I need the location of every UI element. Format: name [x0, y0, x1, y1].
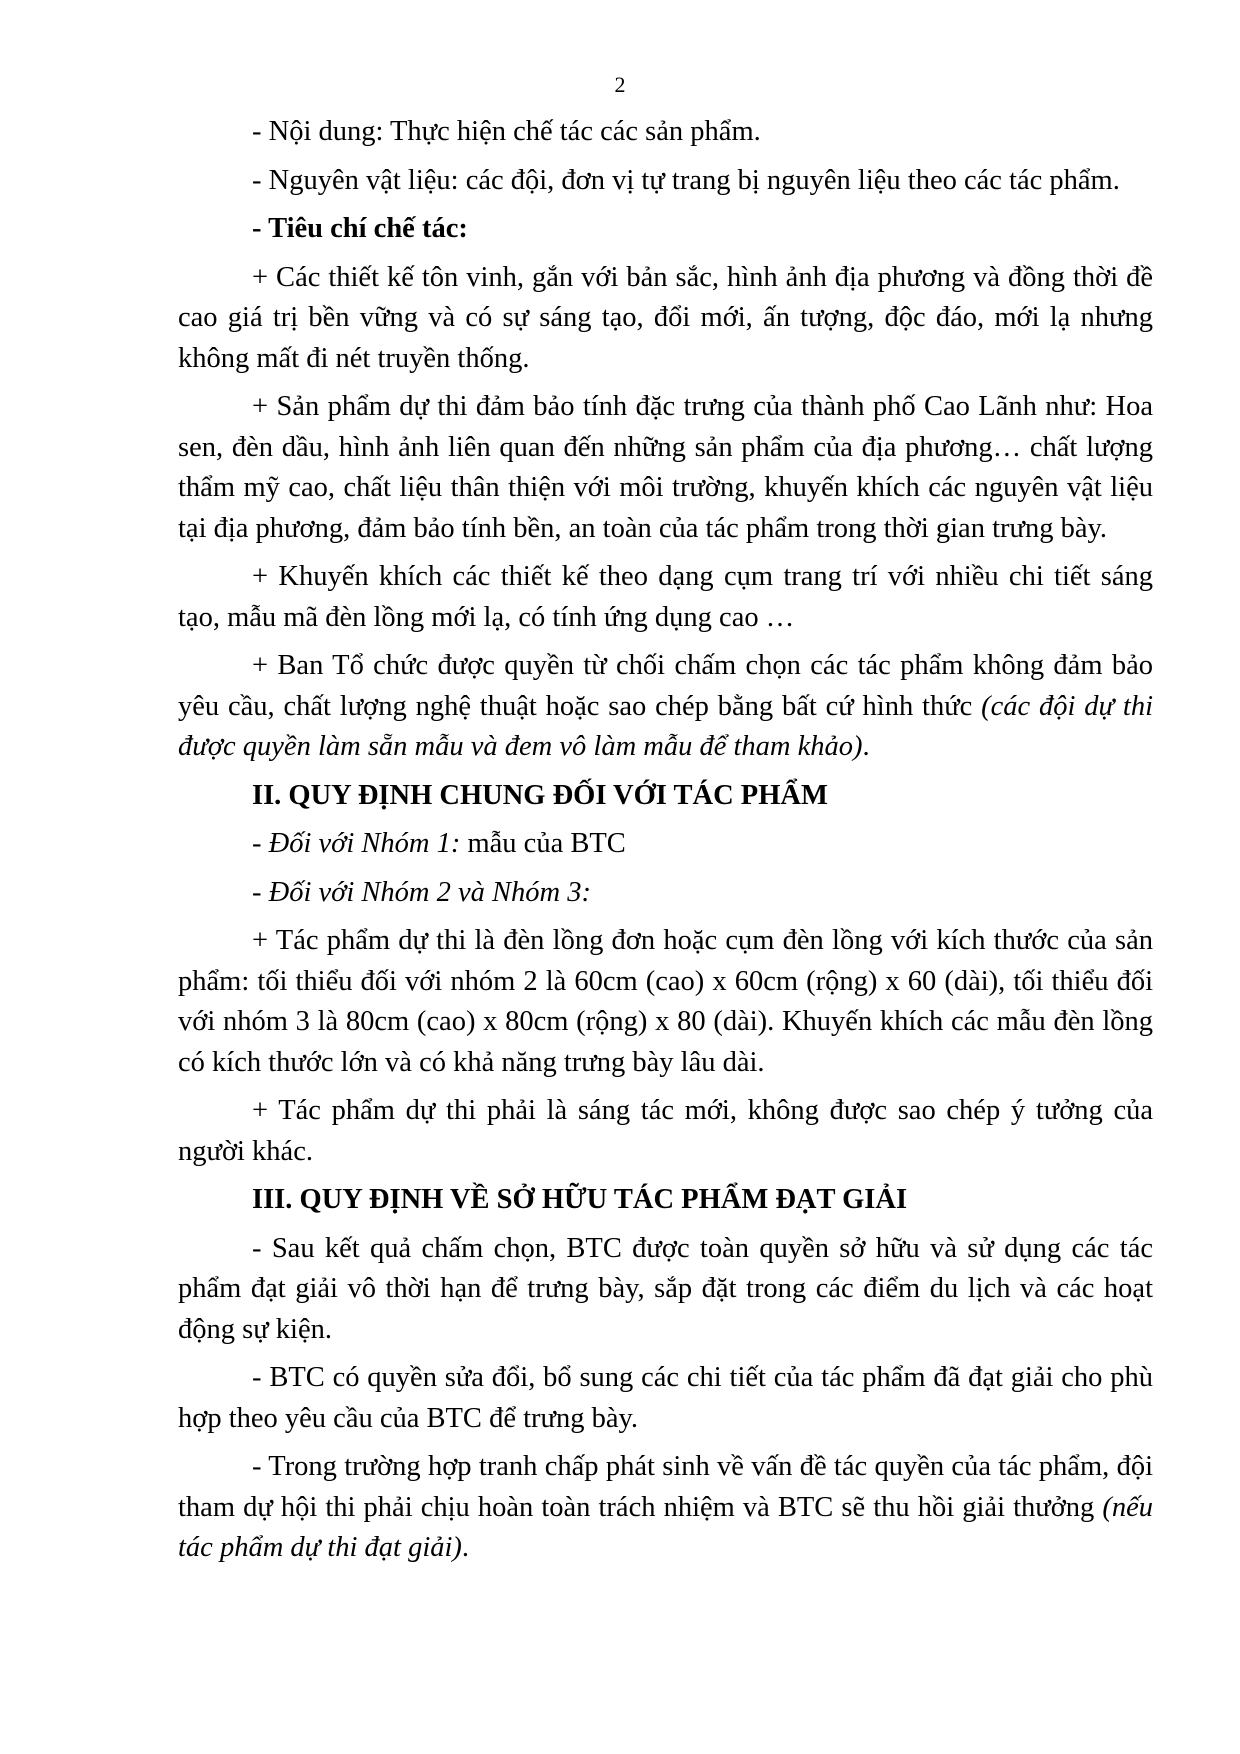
section-3-heading: III. QUY ĐỊNH VỀ SỞ HỮU TÁC PHẨM ĐẠT GIẢI: [252, 1184, 908, 1215]
nhom-1-label: - Đối với Nhóm 1:: [252, 828, 461, 859]
paragraph-tieu-chi-4: [178, 646, 1153, 768]
page-number: 2: [614, 72, 626, 97]
paragraph-tieu-chi-2: + Sản phẩm dự thi đảm bảo tính đặc trưng của thành phố Cao Lãnh như: Hoa sen, đèn dầu, hình ảnh liên quan đến những sản phẩm của địa phương… chất lượng thẩm mỹ cao, chất liệu thân thiện với môi trường, khuyến khích các nguyên vật liệu tại địa phương, đảm bảo tính bền, an toàn của tác phẩm trong thời gian trưng bày.: [178, 391, 1153, 544]
document-body: [178, 112, 1153, 1577]
section-3-item-2: - BTC có quyền sửa đổi, bổ sung các chi tiết của tác phẩm đã đạt giải cho phù hợp theo yêu cầu của BTC để trưng bày.: [178, 1362, 1153, 1434]
nhom-1-text: mẫu của BTC: [460, 828, 626, 859]
tieu-chi-4-italic: (các đội dự thi được quyền làm sẵn mẫu và đem vô làm mẫu để tham khảo): [178, 690, 1154, 762]
paragraph-noi-dung: - Nội dung: Thực hiện chế tác các sản phẩm.: [252, 116, 761, 147]
section-3-item-3-italic: (nếu tác phẩm dự thi đạt giải): [178, 1491, 1153, 1563]
section-2-item-2: + Tác phẩm dự thi phải là sáng tác mới, không được sao chép ý tưởng của người khác.: [178, 1095, 1153, 1167]
section-3-item-1: - Sau kết quả chấm chọn, BTC được toàn quyền sở hữu và sử dụng các tác phẩm đạt giải vô thời hạn để trưng bày, sắp đặt trong các điểm du lịch và các hoạt động sự kiện.: [178, 1232, 1153, 1345]
section-3-item-3-text: - Trong trường hợp tranh chấp phát sinh về vấn đề tác quyền của tác phẩm, đội tham dự hội thi phải chịu hoàn toàn trách nhiệm và BTC sẽ thu hồi giải thưởng: [178, 1451, 1153, 1523]
paragraph-tieu-chi-1: + Các thiết kế tôn vinh, gắn với bản sắc, hình ảnh địa phương và đồng thời đề cao giá trị bền vững và có sự sáng tạo, đổi mới, ấn tượng, độc đáo, mới lạ nhưng không mất đi nét truyền thống.: [178, 261, 1153, 374]
paragraph-nhom-1: [178, 824, 1153, 865]
section-2-item-1: + Tác phẩm dự thi là đèn lồng đơn hoặc cụm đèn lồng với kích thước của sản phẩm: tối thiểu đối với nhóm 2 là 60cm (cao) x 60cm (rộng) x 60 (dài), tối thiểu đối với nhóm 3 là 80cm (cao) x 80cm (rộng) x 80 (dài). Khuyến khích các mẫu đèn lồng có kích thước lớn và có khả năng trưng bày lâu dài.: [178, 925, 1153, 1078]
section-3-item-3-end: .: [461, 1532, 470, 1563]
tieu-chi-4-text: + Ban Tổ chức được quyền từ chối chấm chọn các tác phẩm không đảm bảo yêu cầu, chất lượng nghệ thuật hoặc sao chép bằng bất cứ hình thức: [178, 650, 1153, 722]
paragraph-tieu-chi-3: + Khuyến khích các thiết kế theo dạng cụm trang trí với nhiều chi tiết sáng tạo, mẫu mã đèn lồng mới lạ, có tính ứng dụng cao …: [178, 561, 1153, 633]
paragraph-nguyen-vat-lieu: - Nguyên vật liệu: các đội, đơn vị tự trang bị nguyên liệu theo các tác phẩm.: [252, 164, 1120, 196]
section-3-item-3: [178, 1447, 1153, 1569]
paragraph-nhom-2-3: - Đối với Nhóm 2 và Nhóm 3:: [252, 876, 591, 908]
paragraph-tieu-chi-label: - Tiêu chí chế tác:: [252, 213, 468, 244]
section-2-heading: II. QUY ĐỊNH CHUNG ĐỐI VỚI TÁC PHẨM: [252, 779, 828, 811]
tieu-chi-4-end: .: [862, 731, 870, 762]
